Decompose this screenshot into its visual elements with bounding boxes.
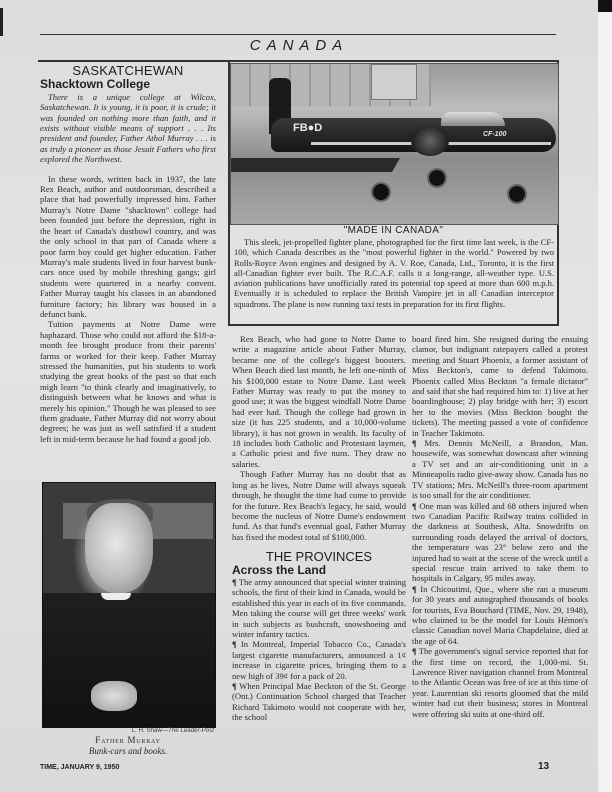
- landing-gear: [427, 168, 447, 188]
- feature-caption-title: "MADE IN CANADA": [343, 225, 444, 236]
- body-paragraph: In these words, written back in 1937, the late Rex Beach, author and outdoorsman, described a place that had powerfully impressed him. Father Murray's Notre Dame "shacktown" college had been founded just before the depression, right in the heart of Canada's dustbowl country, and was the only school in that part of Canada where a poor farm boy could get higher education. Father Murray's male students lived in four harvest bunk-cars once used by mobile threshing gangs; girl students were quartered in a nearby convent. Father Murray taught his classes in an abandoned furniture factory; his library was housed in a defunct bank.: [40, 173, 216, 319]
- plane-photo: [230, 63, 559, 225]
- plane-canopy: [441, 112, 505, 126]
- body-paragraph: Rex Beach, who had gone to Notre Dame to write a magazine article about Father Murray, became one of the college's biggest boosters. When Beach died last month, he left one-ninth of his $100,000 estate to Notre Dame. Last week Father Murray was ready to put the money to good use; it was the biggest windfall Notre Dame had ever had. Though the college had grown in size (it has 225 students, and a 10,000-volume library), it has not grown in wealth. Its faculty of 18 includes both Catholic and Protestant laymen, a Catholic priest and five nuns. They draw no salaries.: [232, 334, 406, 469]
- plane-wing: [230, 158, 400, 172]
- photo-credit-name: L. H. Shaw—: [131, 727, 169, 734]
- right-column: [412, 334, 588, 719]
- news-item-text: In Montreal, Imperial Tobacco Co., Canada's largest cigarette manufacturers, announced a 1¢ increase in cigarette prices, bringing them to a new high of 39¢ for a pack of 20.: [232, 639, 406, 681]
- section-heading: THE PROVINCES: [265, 549, 373, 565]
- scan-margin: [598, 0, 612, 792]
- article-title: Across the Land: [232, 562, 327, 577]
- left-column: [40, 64, 216, 444]
- paragraph-mark-icon: ¶: [232, 681, 237, 691]
- scan-edge-left: [0, 8, 3, 36]
- photo-hand: [91, 681, 137, 711]
- news-item-text: Mrs. Dennis McNeill, a Brandon, Man. housewife, was somewhat downcast after winning a TV set and an air-conditioning unit in a Minneapolis radio give-away show. Canada has no TV stations; Mrs. McNeill's three-room apartment is too small for the air conditioner.: [412, 438, 588, 501]
- news-item-text: The army announced that special winter training schools, the first of their kind in Canada, would be established this year in each of its five commands. Men taking the course will get three weeks' work in such subjects as bushcraft, snowshoeing and winter infantry tactics.: [232, 576, 406, 639]
- paragraph-mark-icon: ¶: [412, 500, 417, 511]
- news-item: [412, 501, 588, 584]
- header-rule: [40, 34, 556, 35]
- landing-gear: [371, 182, 391, 202]
- paragraph-mark-icon: ¶: [232, 639, 237, 650]
- hangar-door: [371, 64, 417, 100]
- body-paragraph: Though Father Murray has no doubt that as long as he lives, Notre Dame will always squeak through, he thought the time had come to provide for the future. Rex Beach's legacy, he said, would become the nucleus of Notre Dame's endowment fund. As that fund's eventual goal, Father Murray has fixed the modest total of $100,000.: [232, 469, 406, 542]
- body-paragraph: board fired him. She resigned during the ensuing clamor, but indignant ratepayers called a protest meeting and Stuart Phoenix, a former assistant of Miss Beckton's, came to defend Takimoto. Phoenix called Miss Beckton "a female dictator" and said that she had required him to: 1) live at her boardinghouse; 2) play bridge with her; 3) escort her to the movies (Miss Beckton bought the tickets). The meeting passed a vote of confidence in Teacher Takimoto.: [412, 334, 588, 438]
- news-item: [412, 584, 588, 646]
- news-item: [412, 646, 588, 719]
- news-item-text: One man was killed and 68 others injured when two Canadian Pacific Railway trains collided in the darkness at Southesk, Alta. Snowdrifts on surrounding roads delayed the arrival of doctors, the temperature was 23° below zero and the injured had to wait at the scene of the wreck until a special rescue train arrived to take them to hospitals in Calgary, 95 miles away.: [412, 500, 588, 584]
- priest-photo: [42, 482, 216, 728]
- photo-collar: [101, 593, 131, 600]
- issue-date: TIME, JANUARY 9, 1950: [40, 764, 120, 771]
- news-item: [232, 577, 406, 639]
- nose-marking: CF-100: [483, 131, 507, 138]
- column-top-rule: [38, 60, 228, 62]
- body-paragraph: Tuition payments at Notre Dame were haphazard. Those who could not afford the $18-a-month fee brought produce from their parents' farms or worked for their keep. Father Murray stressed the humanities, put his students to work studying the great books of the past so that each migh learn "to think clearly and imaginatively, to distinguish between what he knows and what is merely his opinion." Though he was pleased to see them graduate, Father Murray did not worry about degrees; he was just as well satisfied if a student left in mid-term because he had found a good job.: [40, 319, 216, 444]
- news-item-text: In Chicoutimi, Que., where she ran a museum for 30 years and autographed thousands of books for tourists, Eva Bouchard (TIME, Nov. 29, 1948), who claimed to be the model for Louis Hémon's classic Canadian novel Maria Chapdelaine, died at the age of 64.: [412, 583, 588, 646]
- paragraph-mark-icon: ¶: [412, 646, 417, 657]
- paragraph-mark-icon: ¶: [412, 438, 417, 449]
- photo-credit: [42, 727, 214, 734]
- feature-caption-text: This sleek, jet-propelled fighter plane, photographed for the first time last week, is the CF-100, which Canada describes as the "most powerful fighter in the world." Powered by two Rolls-Royce Avon engines and designed by A. V. Roe, Canada, Ltd., Toronto, it is the first all-Canadian fighter ever built. The R.C.A.F. calls it a long-range, all-weather type. U.S. aviation publications have unofficially rated its potential top speed at more than 600 m.p.h. Eventually it is scheduled to replace the British Vampire jet in all Canadian interceptor squadrons. The plane is now running taxi tests in preparation for its first flights.: [234, 237, 554, 309]
- news-item: [412, 438, 588, 500]
- scan-edge: [598, 0, 612, 12]
- photo-credit-source: The Leader-Post: [168, 727, 214, 734]
- intro-paragraph: There is a unique college at Wilcox, Saskatchewan. It is young, it is poor, it is crude; it was founded on nothing more than faith, and it exists without visible means of support . . . Its president and founder, Father Athol Murray . . . is as truly a pioneer as those Jesuit Fathers who first explored the Northwest.: [40, 91, 216, 165]
- landing-gear: [507, 184, 527, 204]
- photo-caption-name: Father Murray: [95, 735, 161, 745]
- section-title: CANADA: [249, 37, 349, 54]
- news-item: [232, 681, 406, 723]
- section-heading: SASKATCHEWAN: [72, 63, 184, 78]
- article-intro: [40, 92, 216, 165]
- news-item-text: The government's signal service reported that for the first time on record, the 1,000-mi. St. Lawrence River navigation channel from Montreal to the Atlantic Ocean was free of ice at this time of year. Laurentian ski resorts gloomed that the mild winter had cut their business; stores in Montreal were offering ski suits at one-third off.: [412, 646, 588, 719]
- spacer: [40, 165, 216, 174]
- photo-head: [85, 503, 153, 593]
- photo-caption-sub: Bunk-cars and books.: [88, 746, 168, 756]
- page-number: 13: [538, 761, 550, 772]
- news-item: [232, 639, 406, 681]
- news-item-text: When Principal Mae Beckton of the St. George (Ont.) Continuation School charged that Teacher Richard Takimoto would not cooperate with her, the school: [232, 681, 406, 723]
- paragraph-mark-icon: ¶: [232, 576, 237, 587]
- middle-column: [232, 334, 406, 723]
- paragraph-mark-icon: ¶: [412, 583, 417, 594]
- article-title: Shacktown College: [40, 77, 151, 92]
- tail-marking: FB●D: [293, 122, 323, 134]
- plane-engine: [411, 126, 449, 156]
